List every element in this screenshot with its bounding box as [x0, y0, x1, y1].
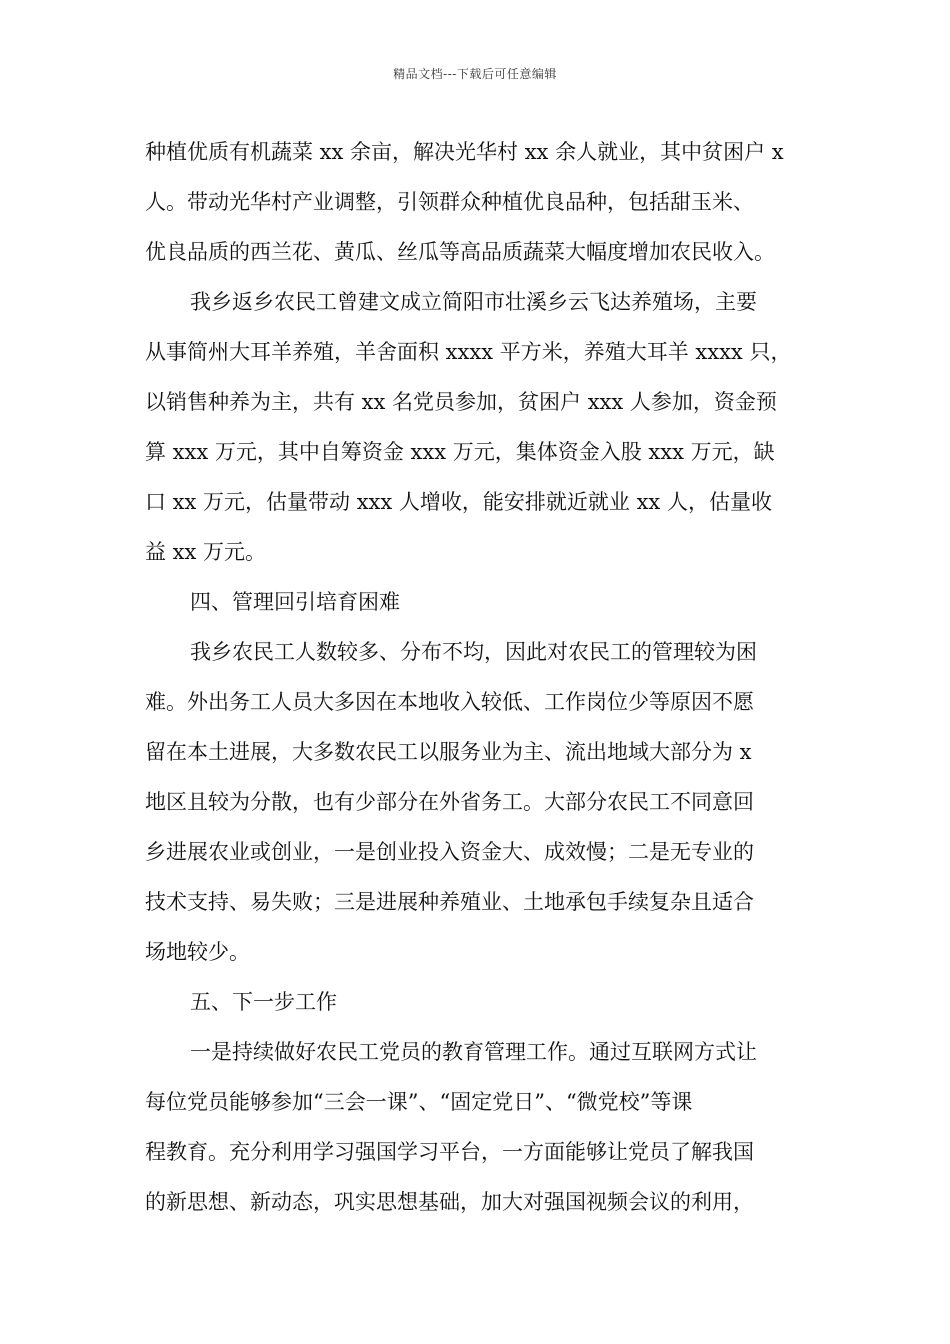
text-line: 人。带动光华村产业调整，引领群众种植优良品种，包括甜玉米、: [145, 190, 754, 214]
document-body: [145, 127, 815, 1227]
text-line: 留在本土进展，大多数农民工以服务业为主、流出地域大部分为 x: [145, 740, 752, 764]
text-line: 场地较少。: [145, 940, 250, 964]
text-line: 难。外出务工人员大多因在本地收入较低、工作岗位少等原因不愿: [145, 690, 754, 714]
section-heading: 四、管理回引培育困难: [190, 590, 400, 614]
text-line: 益 xx 万元。: [145, 540, 267, 564]
text-line: 程教育。充分利用学习强国学习平台，一方面能够让党员了解我国: [145, 1140, 754, 1164]
text-line: 种植优质有机蔬菜 xx 余亩，解决光华村 xx 余人就业，其中贫困户 x: [145, 140, 784, 164]
text-line: 优良品质的西兰花、黄瓜、丝瓜等高品质蔬菜大幅度增加农民收入。: [145, 240, 775, 264]
text-line: 从事简州大耳羊养殖，羊舍面积 xxxx 平方米，养殖大耳羊 xxxx 只，: [145, 340, 792, 364]
text-line: 地区且较为分散，也有少部分在外省务工。大部分农民工不同意回: [145, 790, 754, 814]
text-line: 算 xxx 万元，其中自筹资金 xxx 万元，集体资金入股 xxx 万元，缺: [145, 440, 775, 464]
text-line: 口 xx 万元，估量带动 xxx 人增收，能安排就近就业 xx 人，估量收: [145, 490, 772, 514]
text-line: 乡进展农业或创业，一是创业投入资金大、成效慢；二是无专业的: [145, 840, 754, 864]
text-line: 的新思想、新动态，巩实思想基础，加大对强国视频会议的利用，: [145, 1190, 754, 1214]
text-line: 技术支持、易失败；三是进展种养殖业、土地承包手续复杂且适合: [145, 890, 754, 914]
text-line: 每位党员能够参加“三会一课”、“固定党日”、“微党校”等课: [145, 1090, 693, 1114]
text-line: 以销售种养为主，共有 xx 名党员参加，贫困户 xxx 人参加，资金预: [145, 390, 777, 414]
section-heading: 五、下一步工作: [190, 990, 337, 1014]
paragraph-first-line: 我乡农民工人数较多、分布不均，因此对农民工的管理较为困: [190, 640, 757, 664]
paragraph-first-line: 我乡返乡农民工曾建文成立简阳市壮溪乡云飞达养殖场，主要: [190, 290, 757, 314]
page-header: 精品文档---下载后可任意编辑: [393, 67, 557, 81]
paragraph-first-line: 一是持续做好农民工党员的教育管理工作。通过互联网方式让: [190, 1040, 757, 1064]
